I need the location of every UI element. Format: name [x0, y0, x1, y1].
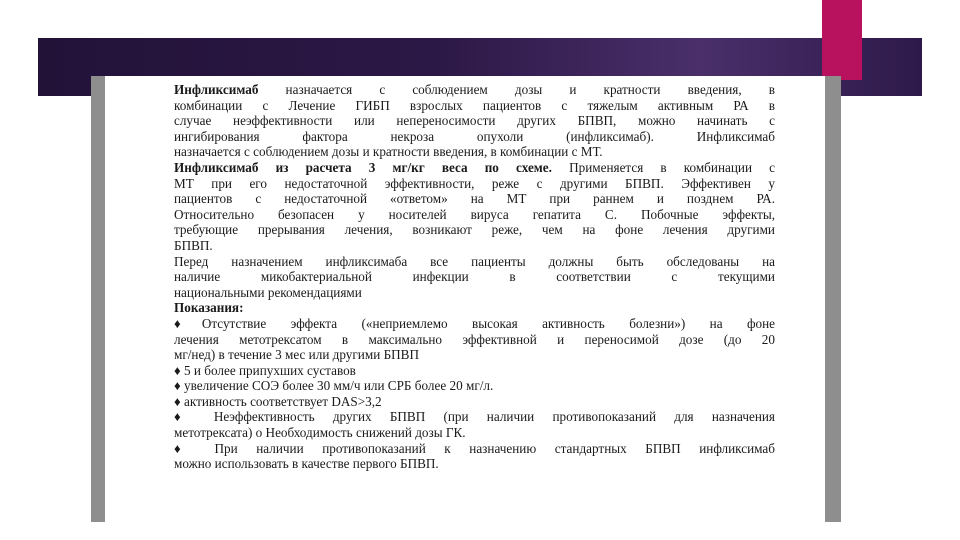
p1-line-5: назначается с соблюдением дозы и кратности введения, в комбинации с МТ. [174, 144, 603, 160]
indication-1-line-3: мг/нед) в течение 3 мес или другими БПВП [174, 347, 419, 363]
p2-bold-term: Инфликсимаб из расчета 3 мг/кг веса по схеме. [174, 159, 552, 175]
document-page [105, 76, 825, 522]
p2-line-6: БПВП. [174, 237, 213, 253]
p1-bold-term: Инфликсимаб [174, 82, 259, 97]
indication-4: ♦ активность соответствует DAS>3,2 [174, 393, 382, 409]
p2-line-1: Инфликсимаб из расчета 3 мг/кг веса по схеме. Применяется в комбинации с [174, 159, 775, 175]
p3-line-1: Перед назначением инфликсимаба все пациенты должны быть обследованы на [174, 253, 775, 269]
indication-3: ♦ увеличение СОЭ более 30 мм/ч или СРБ более 20 мг/л. [174, 378, 494, 394]
p2-line-4: Относительно безопасен у носителей вируса гепатита С. Побочные эффекты, [174, 206, 775, 222]
indication-5-line-1: ♦ Неэффективность других БПВП (при наличии противопоказаний для назначения [174, 409, 775, 425]
indication-6-line-2: можно использовать в качестве первого БПВП. [174, 456, 439, 472]
indication-1-line-1: ♦Отсутствие эффекта («неприемлемо высокая активность болезни») на фоне [174, 315, 775, 331]
p2-line-5: требующие прерывания лечения, возникают реже, чем на фоне лечения другими [174, 222, 775, 238]
p1-line-2: комбинации с Лечение ГИБП взрослых пациентов с тяжелым активным РА в [174, 97, 775, 113]
indications-heading: Показания: [174, 300, 244, 316]
p2-line-3: пациентов с недостаточной «ответом» на МТ при раннем и позднем РА. [174, 191, 775, 207]
accent-bar [822, 0, 862, 80]
indication-5-line-2: метотрексата) о Необходимость снижений дозы ГК. [174, 425, 466, 441]
indication-1-line-2: лечения метотрексатом в максимально эффективной и переносимой дозе (до 20 [174, 331, 775, 347]
p2-line-2: МТ при его недостаточной эффективности, реже с другими БПВП. Эффективен у [174, 175, 775, 191]
indication-2: ♦ 5 и более припухших суставов [174, 362, 356, 378]
p1-line-1: Инфликсимаб назначается с соблюдением дозы и кратности введения, в [174, 82, 775, 97]
indication-6-line-1: ♦ При наличии противопоказаний к назначению стандартных БПВП инфликсимаб [174, 440, 775, 456]
p3-line-2: наличие микобактериальной инфекции в соответствии с текущими [174, 269, 775, 285]
p1-line-4: ингибирования фактора некроза опухоли (инфликсимаб). Инфликсимаб [174, 128, 775, 144]
p1-line-3: случае неэффективности или непереносимости других БПВП, можно начинать с [174, 113, 775, 129]
p3-line-3: национальными рекомендациями [174, 284, 362, 300]
